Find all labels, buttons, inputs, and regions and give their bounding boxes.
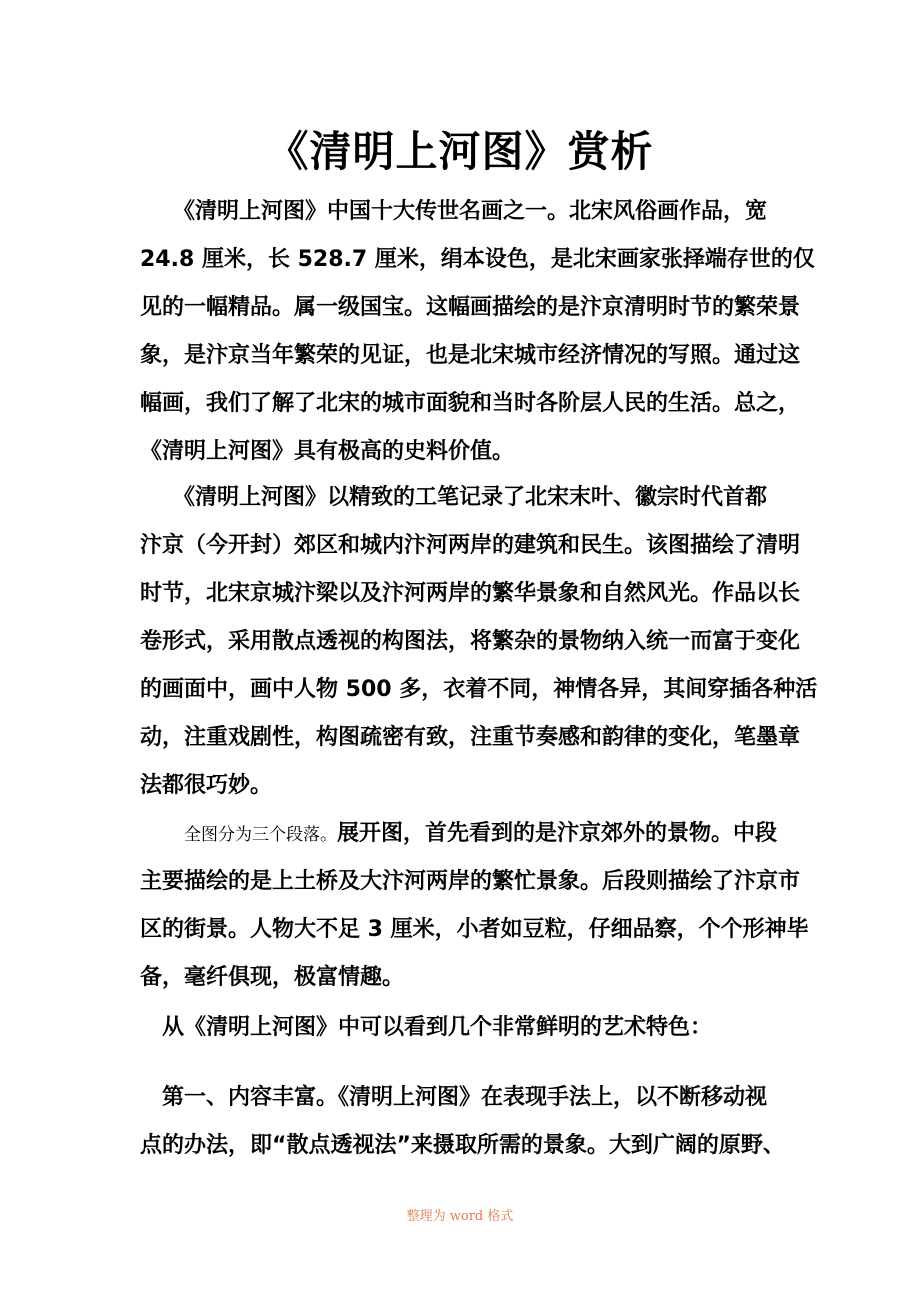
text-line: 第一、内容丰富。《清明上河图》在表现手法上，以不断移动视 [140,1085,768,1110]
text-line-rest: 展开图，首先看到的是汴京郊外的景物。中段 [337,821,778,846]
text-line: 主要描绘的是上土桥及大汴河两岸的繁忙景象。后段则描绘了汴京市 [140,869,801,894]
paragraph-feature-one [140,1074,785,1170]
text-line: 区的街景。人物大不足 3 厘米，小者如豆粒，仔细品察，个个形神毕 [140,917,809,942]
text-line: 时节，北宋京城汴梁以及汴河两岸的繁华景象和自然风光。作品以长 [140,581,801,606]
text-line: 备，毫纤俱现，极富情趣。 [140,965,405,990]
text-line: 24.8 厘米，长 528.7 厘米，绢本设色，是北宋画家张择端存世的仅 [140,247,815,272]
text-line: 幅画，我们了解了北宋的城市面貌和当时各阶层人民的生活。总之， [140,391,801,416]
text-line: 《清明上河图》以精致的工笔记录了北宋末叶、徽宗时代首都 [140,485,768,510]
text-line: 《清明上河图》具有极高的史料价值。 [140,439,515,464]
paragraph-features-intro [140,1004,782,1052]
text-line: 卷形式，采用散点透视的构图法，将繁杂的景物纳入统一而富于变化 [140,629,801,654]
text-line: 从《清明上河图》中可以看到几个非常鲜明的艺术特色： [140,1015,713,1040]
paragraph-intro [140,188,815,476]
text-line [140,810,782,858]
text-line: 法都很巧妙。 [140,773,273,798]
paragraph-technique [140,474,818,810]
text-line: 动，注重戏剧性，构图疏密有致，注重节奏感和韵律的变化，笔墨章 [140,725,801,750]
paragraph-sections [140,810,809,1002]
text-line: 汴京（今开封）郊区和城内汴河两岸的建筑和民生。该图描绘了清明 [140,533,801,558]
document-title: 《清明上河图》赏析 [266,127,654,176]
text-line: 《清明上河图》中国十大传世名画之一。北宋风俗画作品，宽 [140,199,768,224]
text-line: 象，是汴京当年繁荣的见证，也是北宋城市经济情况的写照。通过这 [140,343,801,368]
text-line: 点的办法，即“散点透视法”来摄取所需的景象。大到广阔的原野、 [140,1133,785,1158]
text-line: 的画面中，画中人物 500 多，衣着不同，神情各异，其间穿插各种活 [140,677,818,702]
text-line: 见的一幅精品。属一级国宝。这幅画描绘的是汴京清明时节的繁荣景 [140,295,801,320]
text-line-lead: 全图分为三个段落。 [184,825,337,845]
page-footer: 整理为 word 格式 [406,1209,514,1224]
